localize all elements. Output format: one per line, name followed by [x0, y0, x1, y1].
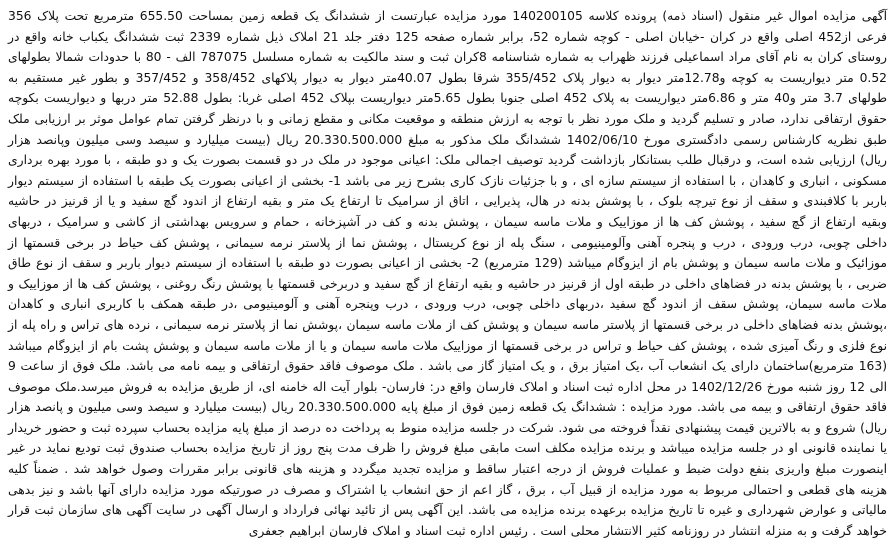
auction-notice-text: آگهی مزایده اموال غیر منقول (اسناد ذمه) پرونده کلاسه 140200105 مورد مزایده عبارتست از ششدانگ یک قطعه زمین بمساحت 655.50 مترمربع تحت پلاک 356 فرعی از452 اصلی واقع در کران -خیابان اصلی - کوچه شماره 52، برابر شماره صفحه 125 دفتر جلد 21 املاک ذیل شماره 2339 ثبت ششدانگ یکباب خانه واقع در روستای کران به نام آقای مراد اسماعیلی فرزند ظهراب به شماره شناسنامه 8کران ثبت و سند مالکیت به شماره مسلسل 787075 الف - 80 با حدودات شمالا بطولهای 0.52 متر دیواریست به کوچه و12.78متر دیوار به دیوار پلاک 355/452 شرقا بطول 40.07متر دیوار به دیوار پلاکهای 358/452 و 357/452 و بطور غیر مستقیم به طولهای 3.7 متر و40 متر و 6.86متر دیواریست به پلاک 452 اصلی جنوبا بطول 5.65متر دیواریست بپلاک 452 اصلی غربا: بطول 52.88 متر دربها و دیواریست بکوچه حقوق ارتفاقی ندارد، صادر و تسلیم گردید و ملک مورد نظر با توجه به ارزش منطقه و موقعیت مکانی و مقطع زمانی و با درنظر گرفتن تمام عوامل موثر بر ارزیابی ملک طبق نظریه کارشناس رسمی دادگستری مورخ 1402/06/10 ششدانگ ملک مذکور به مبلغ 20.330.500.000 ریال (بیست میلیارد و سیصد وسی میلیون وپانصد هزار ریال) ارزیابی شده است، و درقبال طلب بستانکار بازداشت گردید توصیف اجمالی ملک: اعیانی موجود در ملک در دو قسمت بصورت یک و دو طبقه ، با مورد بهره برداری مسکونی ، انباری و کاهدان ، با استفاده از سیستم سازه ای ، و با جزئیات نازک کاری بشرح زیر می باشد 1- بخشی از اعیانی بصورت یک طبقه با استفاده از سیستم دیوار باربر با کلافبندی و سقف از نوع تیرچه بلوک ، با پوشش بدنه در هال، پذیرایی ، اتاق از سرامیک تا ارتفاع یک متر و بقیه ارتفاع از اندود گچ سفید و یا از قرنیز در حاشیه وبقیه ارتفاع از گچ سفید ، پوشش کف ها از موزاییک و ملات ماسه سیمان ، پوشش بدنه و کف در آشپزخانه ، حمام و سرویس بهداشتی از کاشی و سرامیک ، دربهای داخلی چوبی، درب ورودی ، درب و پنجره آهنی وآلومینیومی ، سنگ پله از نوع کریستال ، پوشش نما از پلاستر نرمه سیمانی ، پوشش کف حیاط در برخی قسمتها از موزائیک و ملات ماسه سیمان و پوشش بام از ایزوگام میباشد (129 مترمربع) 2- بخشی از اعیانی بصورت دو طبقه با استفاده از سیستم دیوار باربر و سقف از نوع طاق ضربی ، با پوشش بدنه در فضاهای داخلی در طبقه اول از قرنیز در حاشیه و بقیه ارتفاع از گچ سفید و دربرخی قسمتها با پوشش رنگ روغنی ، پوشش کف ها از موزاییک و ملات ماسه سیمان، پوشش سقف از اندود گچ سفید ،دربهای داخلی چوبی، درب ورودی ، درب وپنجره آهنی و آلومینیومی ،در طبقه همکف با کاربری انباری و کاهدان ،پوشش بدنه فضاهای داخلی در برخی قسمتها از پلاستر ماسه سیمان و پوشش کف از ملات ماسه سیمان ،پوشش نما از پلاستر نرمه سیمانی ، نرده های تراس و راه پله از نوع فلزی و رنگ آمیزی شده ، پوشش کف حیاط و تراس در برخی قسمتها از موزاییک ملات ماسه سیمان و یا از ملات ماسه سیمان و پوشش پشت بام از ایزوگام میباشد (163 مترمربع)ساختمان دارای یک انشعاب آب ،یک امتیاز برق ، و یک امتیاز گاز می باشد . ملک موصوف فاقد حقوق ارتفاقی و بیمه نامه می باشد. ملک فوق از ساعت 9 الی 12 روز شنبه مورخ 1402/12/26 در محل اداره ثبت اسناد و املاک فارسان واقع در: فارسان- بلوار آیت اله خامنه ای، از طریق مزایده به فروش میرسد.ملک موصوف فاقد حقوق ارتفاقی و بیمه می باشد. مورد مزایده : ششدانگ یک قطعه زمین فوق از مبلغ پایه 20.330.500.000 ریال (بیست میلیارد و سیصد وسی میلیون و پانصد هزار ریال) شروع و به بالاترین قیمت پیشنهادی نقداً فروخته می شود. شرکت در جلسه مزایده منوط به پرداخت ده درصد از مبلغ پایه مزایده بحساب سپرده ثبت و حضور خریدار یا نماینده قانونی او در جلسه مزایده میباشد و برنده مزایده مکلف است مابقی مبلغ فروش را ظرف مدت پنج روز از تاریخ مزایده بحساب صندوق ثبت تودیع نماید در غیر اینصورت مبلغ واریزی بنفع دولت ضبط و عملیات فروش از درجه اعتبار ساقط و مزایده تجدید میگردد و هزینه های قانونی برابر مقررات وصول خواهد شد . ضمناً کلیه هزینه های قطعی و احتمالی مربوط به مورد مزایده از قبیل آب ، برق ، گاز اعم از حق انشعاب یا اشتراک و مصرف در صورتیکه مورد مزایده دارای آنها باشد و نیز بدهی مالیاتی و عوارض شهرداری و غیره تا تاریخ مزایده برعهده برنده مزایده می باشد. این آگهی پس از تائید نهائی فرارداد و ارسال آگهی در سایت آگهی های سازمان ثبت قرار خواهد گرفت و به منزله انتشار در روزنامه کثیر الانتشار محلی است . رئیس اداره ثبت اسناد و املاک فارسان ابراهیم جعفری — [8, 9, 888, 538]
